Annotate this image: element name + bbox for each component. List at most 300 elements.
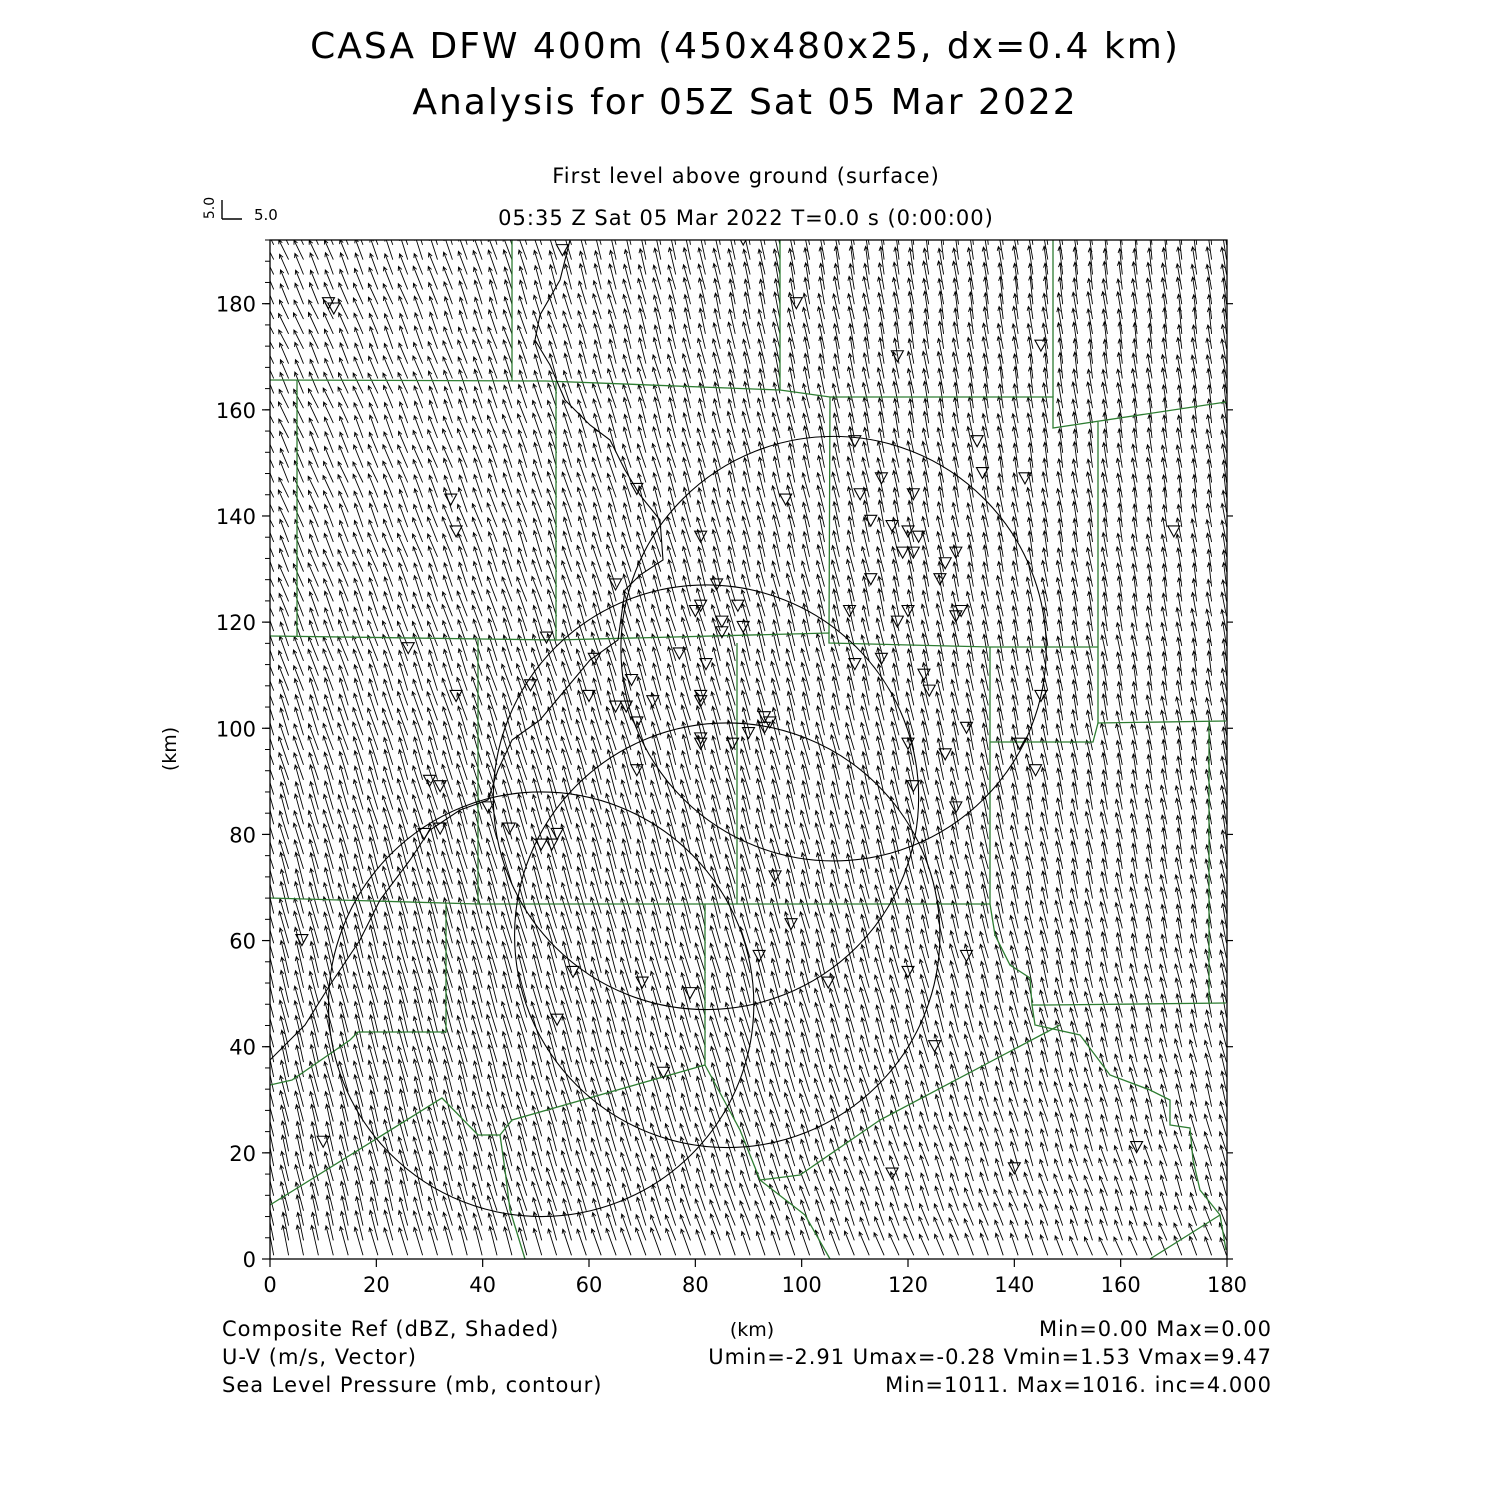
wind-vector [382, 867, 392, 899]
wind-vector-field [263, 216, 1226, 1256]
wind-vector [635, 1228, 646, 1256]
wind-vector [1026, 1051, 1033, 1077]
x-tick-label: 20 [362, 1273, 390, 1297]
wind-vector [757, 632, 765, 661]
wind-vector [876, 1018, 884, 1047]
wind-vector [667, 589, 676, 617]
wind-vector [548, 1137, 557, 1166]
wind-vector [847, 677, 854, 706]
footer-composite-ref: Composite Ref (dBZ, Shaded) [222, 1317, 560, 1341]
wind-vector [325, 1226, 333, 1255]
wind-vector [980, 766, 988, 794]
wind-vector [339, 867, 348, 899]
wind-vector [666, 927, 676, 958]
wind-vector [772, 691, 780, 721]
wind-vector [488, 619, 497, 646]
wind-vector [399, 663, 408, 691]
wind-vector [340, 269, 349, 289]
wind-vector [893, 500, 899, 527]
wind-vector [699, 308, 705, 334]
wind-vector [264, 314, 274, 334]
wind-vector [472, 1105, 482, 1137]
wind-vector [817, 307, 824, 334]
wind-vector [833, 516, 839, 542]
wind-vector [472, 606, 482, 632]
wind-vector [788, 456, 795, 483]
wind-vector [800, 1094, 810, 1122]
wind-vector [592, 661, 601, 690]
wind-vector [578, 502, 586, 527]
wind-vector [667, 457, 675, 482]
wind-vector [845, 988, 855, 1018]
wind-vector [369, 664, 378, 691]
wind-vector [758, 442, 765, 468]
wind-vector [294, 679, 303, 706]
wind-vector [725, 1017, 736, 1047]
wind-vector [847, 472, 855, 498]
wind-vector [458, 735, 467, 765]
wind-vector [325, 1135, 334, 1167]
wind-vector [563, 517, 571, 542]
x-tick-label: 160 [1100, 1273, 1141, 1297]
wind-vector [1054, 1082, 1063, 1107]
wind-vector [279, 330, 289, 349]
wind-vector [443, 722, 452, 751]
wind-vector [997, 708, 1003, 736]
wind-vector [353, 722, 364, 750]
wind-vector [368, 621, 378, 647]
wind-vector [368, 562, 378, 587]
wind-vector [546, 749, 556, 780]
wind-vector [310, 765, 319, 795]
wind-vector [756, 808, 765, 839]
wind-vector [758, 531, 765, 557]
wind-vector [756, 661, 765, 690]
wind-vector [637, 648, 646, 676]
wind-vector [607, 662, 616, 691]
wind-vector [1085, 901, 1093, 928]
wind-vector [712, 736, 720, 765]
wind-vector [504, 1227, 512, 1255]
wind-vector [698, 264, 706, 289]
wind-vector [1056, 960, 1063, 987]
wind-vector [743, 546, 750, 572]
wind-vector [501, 912, 512, 943]
wind-vector [443, 546, 452, 572]
wind-vector [459, 562, 468, 586]
wind-vector [562, 749, 572, 780]
wind-vector [905, 1156, 914, 1182]
wind-vector [1086, 961, 1093, 987]
x-axis [263, 1259, 1247, 1297]
wind-vector [592, 779, 601, 810]
wind-vector [1129, 1237, 1137, 1256]
wind-vector [353, 955, 363, 988]
wind-vector [817, 677, 825, 706]
wind-vector [592, 691, 601, 721]
wind-vector [385, 224, 393, 245]
wind-vector [547, 1181, 557, 1210]
wind-vector [743, 232, 750, 259]
wind-vector [725, 926, 735, 958]
wind-vector [577, 488, 586, 513]
wind-vector [608, 294, 617, 319]
wind-vector [652, 531, 661, 557]
wind-vector [964, 1022, 973, 1048]
wind-vector [624, 234, 631, 259]
y-tick-label: 60 [229, 929, 256, 954]
wind-vector [952, 722, 959, 750]
wind-vector [665, 1215, 676, 1240]
wind-vector [383, 474, 392, 497]
wind-vector [1102, 218, 1108, 245]
wind-vector [369, 679, 378, 706]
wind-vector [609, 234, 616, 260]
wind-vector [593, 503, 601, 527]
wind-vector [265, 519, 274, 542]
wind-vector [983, 232, 989, 260]
wind-vector [652, 647, 661, 676]
wind-vector [981, 991, 989, 1017]
wind-vector [848, 501, 854, 527]
wind-vector [755, 1032, 765, 1063]
wind-vector [457, 839, 467, 869]
x-tick-label: 40 [469, 1273, 497, 1297]
wind-vector [801, 794, 809, 824]
wind-vector [756, 898, 765, 929]
wind-vector [935, 974, 943, 1003]
wind-vector [1026, 886, 1033, 913]
wind-vector [875, 1171, 884, 1196]
wind-vector [757, 516, 765, 542]
wind-vector [517, 896, 527, 929]
wind-vector [712, 648, 720, 676]
wind-vector [412, 940, 422, 973]
wind-vector [593, 294, 602, 319]
wind-vector [533, 706, 542, 735]
wind-vector [667, 734, 676, 765]
wind-vector [264, 911, 274, 943]
wind-vector [531, 648, 541, 676]
wind-vector [757, 502, 765, 528]
wind-vector [1011, 885, 1018, 913]
wind-vector [770, 912, 780, 943]
wind-vector [487, 590, 497, 617]
wind-vector [786, 942, 795, 973]
wind-vector [725, 1003, 735, 1033]
wind-vector [308, 823, 318, 854]
wind-vector [951, 841, 959, 869]
wind-vector [620, 970, 631, 1003]
wind-vector [637, 1017, 646, 1047]
wind-vector [772, 632, 780, 661]
wind-vector [353, 474, 363, 497]
wind-vector [606, 794, 617, 825]
wind-vector [399, 563, 408, 587]
wind-vector [755, 1201, 765, 1226]
wind-vector [591, 1229, 601, 1256]
wind-vector [264, 652, 274, 676]
wind-vector [863, 277, 870, 305]
wind-vector [803, 619, 810, 646]
wind-vector [429, 650, 438, 676]
wind-vector [845, 1048, 855, 1077]
wind-vector [980, 914, 988, 943]
wind-vector [906, 1095, 914, 1122]
wind-vector [965, 1143, 974, 1167]
wind-vector [875, 869, 884, 899]
wind-vector [714, 382, 721, 408]
wind-vector [786, 662, 795, 691]
wind-vector [710, 837, 720, 869]
wind-vector [622, 368, 631, 393]
wind-vector [546, 663, 556, 691]
wind-vector [682, 501, 690, 527]
wind-vector [786, 721, 795, 750]
wind-vector [920, 1064, 929, 1091]
wind-vector [399, 1089, 407, 1121]
wind-vector [338, 736, 348, 765]
x-tick-label: 0 [263, 1273, 277, 1297]
wind-vector [1057, 871, 1063, 899]
wind-vector [355, 1211, 363, 1241]
wind-vector [710, 1093, 720, 1122]
wind-vector [442, 517, 452, 542]
wind-vector [816, 634, 824, 661]
wind-vector [533, 692, 542, 720]
wind-vector [1041, 960, 1048, 988]
x-tick-label: 100 [781, 1273, 822, 1297]
wind-vector [1039, 1081, 1048, 1107]
wind-vector [788, 603, 795, 631]
wind-vector [1177, 739, 1182, 765]
wind-vector [772, 603, 780, 631]
wind-vector [799, 1170, 809, 1196]
wind-vector [861, 928, 869, 958]
wind-vector [834, 337, 840, 364]
wind-vector [339, 694, 348, 720]
wind-vector [637, 532, 646, 557]
wind-vector [355, 1015, 363, 1048]
wind-vector [771, 1231, 780, 1255]
wind-vector [906, 620, 914, 647]
wind-vector [442, 692, 453, 720]
wind-vector [698, 559, 706, 587]
wind-vector [444, 1166, 452, 1196]
wind-vector [951, 516, 958, 542]
wind-vector [697, 986, 706, 1018]
wind-vector [920, 869, 929, 899]
wind-vector [875, 988, 884, 1018]
wind-vector [1088, 232, 1093, 260]
wind-vector [861, 706, 870, 735]
wind-vector [967, 738, 974, 765]
wind-vector [1162, 828, 1167, 854]
wind-vector [621, 1153, 631, 1181]
county-line [760, 1180, 830, 1259]
wind-vector [817, 619, 824, 646]
wind-vector [458, 620, 468, 646]
wind-vector [368, 650, 378, 676]
wind-vector [846, 1018, 854, 1047]
wind-vector [699, 294, 705, 319]
wind-vector [683, 248, 690, 275]
wind-vector [594, 324, 602, 349]
wind-vector [278, 823, 288, 854]
wind-vector [1161, 1008, 1167, 1033]
wind-vector [667, 531, 676, 557]
wind-vector [742, 516, 750, 542]
wind-vector [683, 338, 691, 364]
wind-vector [1085, 812, 1092, 840]
wind-vector [951, 604, 959, 631]
wind-vector [728, 560, 736, 587]
wind-vector [771, 1140, 780, 1166]
wind-vector [1147, 293, 1152, 319]
wind-vector [681, 838, 690, 869]
wind-vector [370, 1180, 378, 1210]
wind-vector [814, 1169, 824, 1195]
wind-vector [816, 1125, 825, 1151]
wind-vector [413, 679, 423, 705]
wind-vector [983, 545, 988, 571]
wind-vector [876, 618, 884, 646]
wind-vector [950, 855, 959, 884]
wind-vector [950, 1004, 958, 1033]
wind-vector [1042, 797, 1048, 824]
wind-vector [666, 1198, 676, 1226]
wind-vector [504, 444, 512, 468]
wind-vector [816, 1049, 825, 1078]
wind-vector [906, 928, 914, 958]
wind-vector [502, 647, 512, 675]
wind-vector [801, 1049, 810, 1077]
wind-vector [458, 881, 467, 914]
wind-vector [769, 1002, 780, 1033]
wind-vector [787, 707, 795, 735]
wind-vector [591, 882, 602, 914]
wind-vector [383, 606, 393, 631]
wind-vector [607, 1198, 616, 1226]
vector-scale-legend [202, 197, 278, 224]
wind-vector [681, 705, 690, 735]
wind-vector [816, 794, 825, 825]
station-marker [684, 988, 696, 999]
wind-vector [592, 1121, 601, 1152]
wind-vector [832, 546, 840, 572]
wind-vector [651, 1215, 661, 1240]
wind-vector [1129, 977, 1137, 1003]
wind-vector [443, 1090, 452, 1121]
wind-vector [906, 1005, 914, 1033]
wind-vector [669, 235, 675, 260]
wind-vector [412, 692, 423, 721]
wind-vector [890, 1080, 899, 1107]
wind-vector [533, 606, 542, 632]
wind-vector [726, 691, 735, 720]
wind-vector [622, 1167, 632, 1195]
wind-vector [1042, 783, 1048, 810]
wind-vector [1161, 917, 1167, 943]
wind-vector [549, 251, 557, 275]
wind-vector [414, 563, 423, 587]
wind-vector [936, 1004, 944, 1032]
wind-vector [725, 1214, 735, 1241]
wind-vector [652, 605, 661, 632]
wind-vector [1010, 931, 1019, 958]
wind-vector [771, 1062, 780, 1092]
wind-vector [1087, 218, 1093, 245]
wind-vector [668, 248, 675, 275]
wind-vector [592, 1030, 601, 1062]
wind-vector [876, 1096, 884, 1122]
wind-vector [265, 899, 274, 929]
wind-vector [789, 353, 795, 379]
wind-vector [593, 487, 602, 513]
wind-vector [489, 280, 497, 304]
wind-vector [517, 502, 527, 527]
wind-vector [773, 427, 780, 453]
wind-vector [264, 752, 274, 779]
wind-vector [951, 751, 958, 779]
wind-vector [310, 1045, 318, 1077]
wind-vector [683, 472, 690, 498]
wind-vector [532, 1182, 542, 1211]
station-marker [785, 919, 797, 930]
wind-vector [879, 412, 885, 438]
wind-vector [264, 680, 274, 705]
wind-vector [936, 1082, 944, 1107]
wind-vector [667, 1167, 676, 1196]
wind-vector [444, 649, 453, 675]
wind-vector [562, 472, 572, 497]
footer-slp: Sea Level Pressure (mb, contour) [222, 1373, 603, 1397]
wind-vector [354, 1136, 363, 1167]
wind-vector [952, 574, 958, 601]
wind-vector [799, 1079, 809, 1107]
y-axis-label: (km) [159, 726, 181, 772]
wind-vector [846, 944, 854, 973]
wind-vector [637, 822, 646, 854]
wind-vector [682, 1076, 691, 1107]
wind-vector [710, 926, 720, 958]
wind-vector [651, 941, 661, 973]
wind-vector [606, 1228, 616, 1255]
wind-vector [801, 1139, 810, 1166]
wind-vector [1071, 961, 1078, 988]
wind-vector [741, 1062, 750, 1092]
wind-vector [801, 574, 809, 601]
wind-vector [1011, 1051, 1018, 1077]
wind-vector [265, 636, 274, 661]
wind-vector [458, 1091, 468, 1122]
y-tick-label: 180 [215, 292, 256, 317]
wind-vector [740, 749, 750, 780]
wind-vector [834, 426, 840, 453]
wind-vector [786, 972, 795, 1003]
x-tick-label: 60 [575, 1273, 603, 1297]
wind-vector [995, 1142, 1003, 1166]
wind-vector [997, 796, 1003, 825]
wind-vector [889, 1065, 899, 1092]
wind-vector [472, 677, 483, 706]
wind-vector [1146, 917, 1152, 943]
wind-vector [919, 1034, 929, 1062]
wind-vector [697, 353, 705, 378]
wind-vector [681, 1229, 691, 1255]
wind-vector [698, 248, 706, 275]
wind-vector [653, 575, 661, 601]
